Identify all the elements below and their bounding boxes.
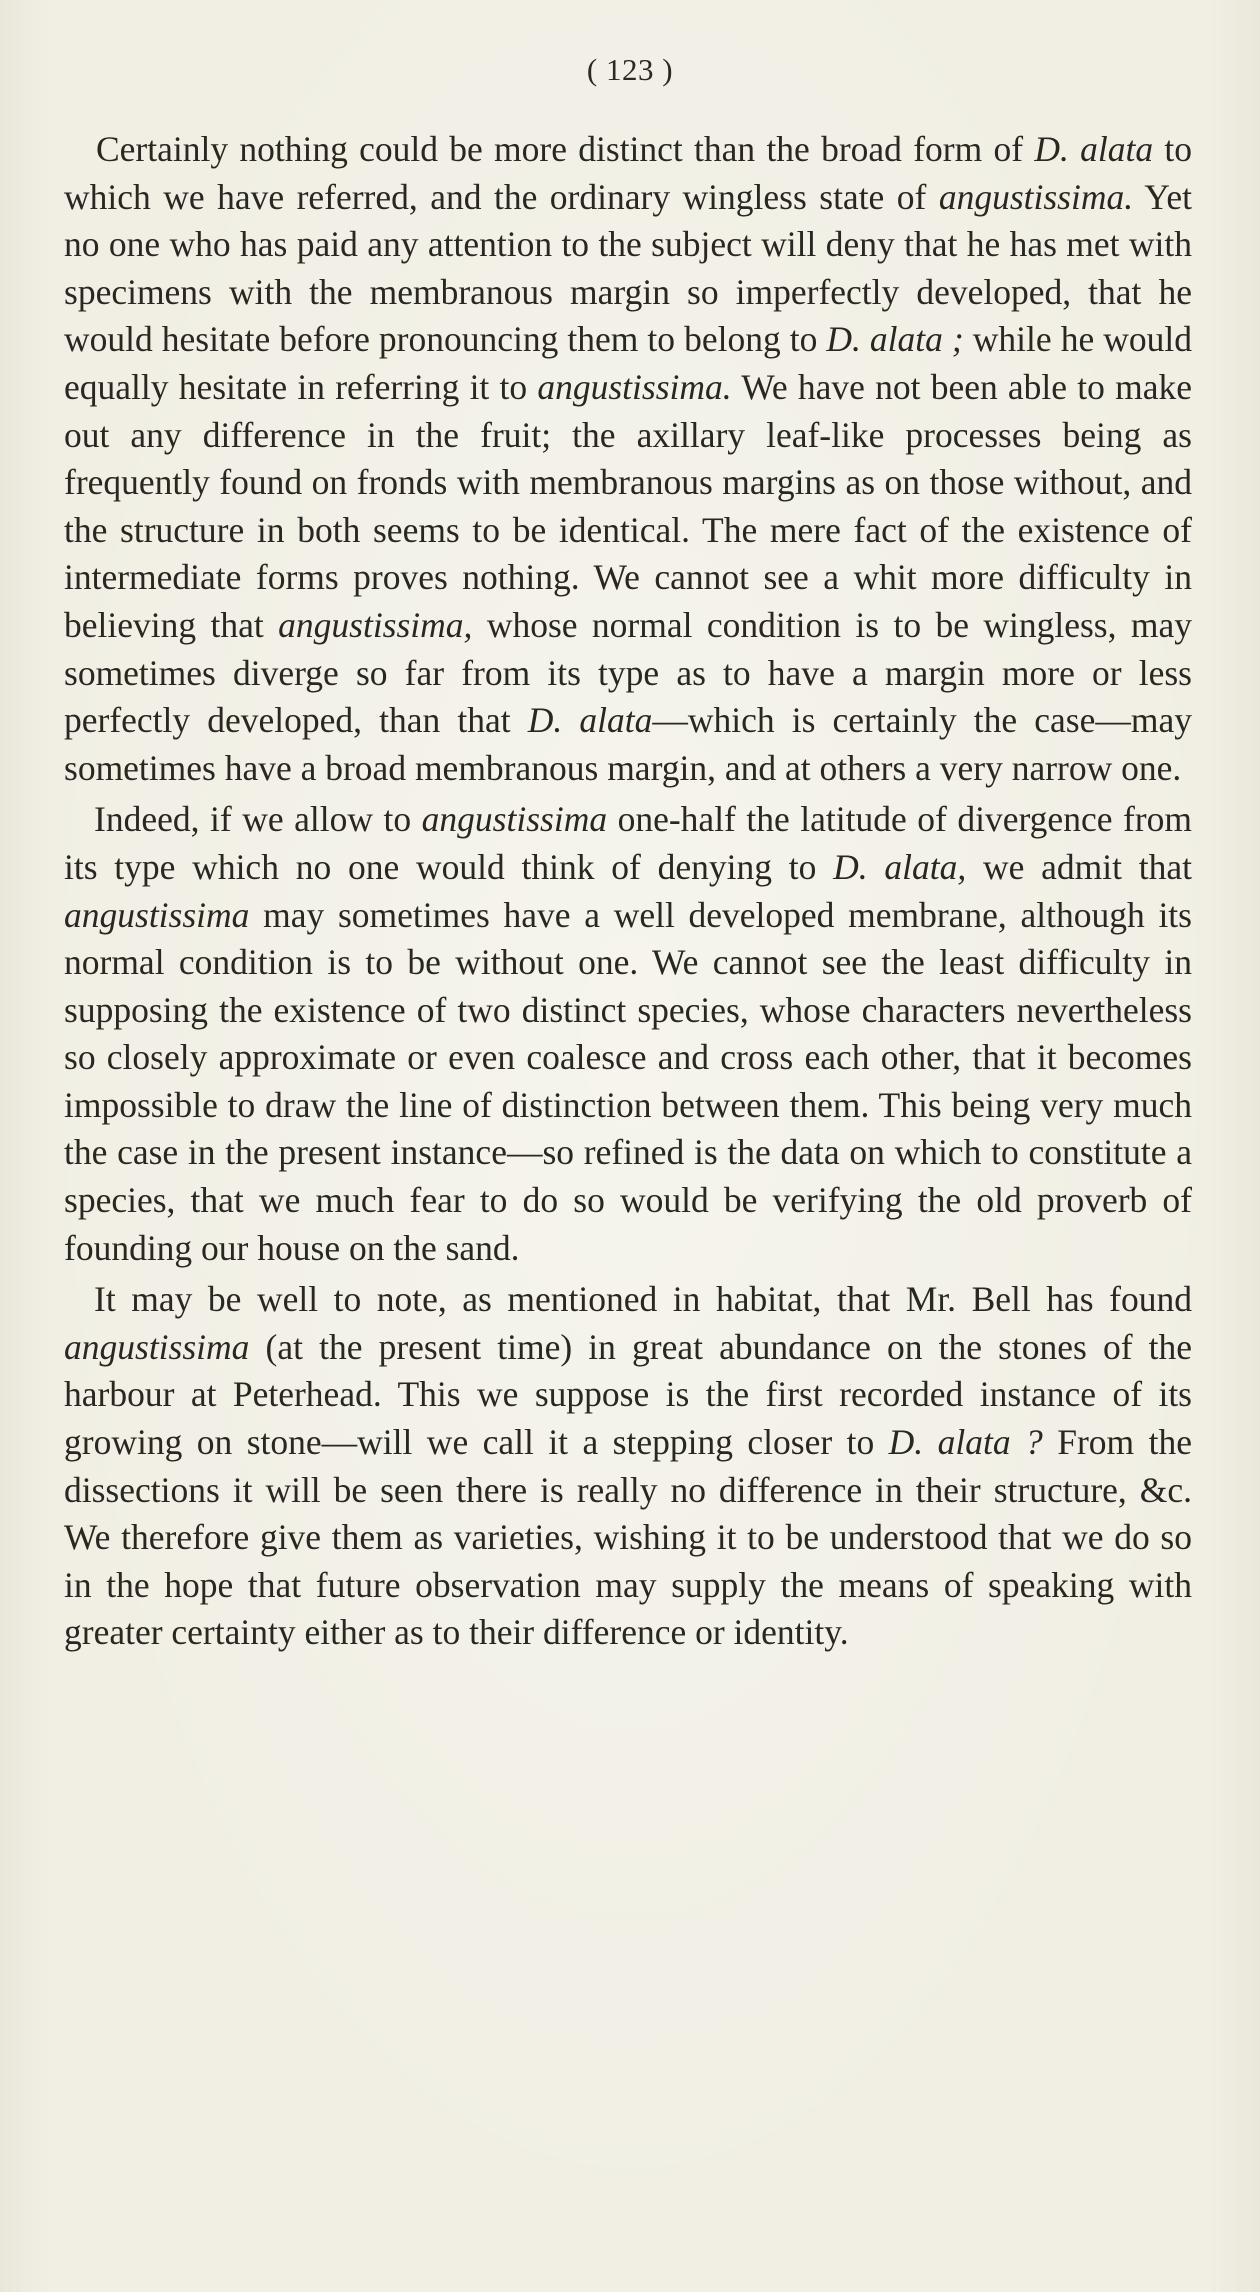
italic-term: D. alata ;	[826, 319, 964, 360]
text-run: We have not been able to make out any difference in the fruit; the axillary leaf-like processes being as frequently found on fronds with membranous margins as on those without, and the structure in both seems to be identical. The mere fact of the existence of intermediate forms proves nothing. We cannot see a whit more difficulty in believing that	[64, 366, 1192, 645]
text-run: From the dissections it will be seen there is really no difference in their structure, &c. We therefore give them as varieties, wishing it to be understood that we do so in the hope that future observation may supply the means of speaking with greater certainty either as to their difference or identity.	[64, 1422, 1192, 1653]
text-run: (at the present time) in great abundance on the stones of the harbour at Peterhead. This we suppose is the first recorded instance of its growing on stone—will we call it a stepping closer to	[64, 1326, 1192, 1463]
italic-term: angustissima	[421, 799, 608, 840]
italic-term: angustissima	[64, 1326, 250, 1367]
italic-term: angustissima.	[537, 366, 732, 407]
italic-term: D. alata,	[833, 846, 967, 887]
body-text	[64, 126, 1192, 1657]
text-run: whose normal condition is to be wingless, may sometimes diverge so far from its type as to have a margin more or less perfectly developed, than that	[64, 604, 1193, 741]
text-run: Indeed, if we allow to	[94, 799, 422, 840]
text-run: while he would equally hesitate in referring it to	[64, 319, 1192, 407]
italic-term: D. alata	[1034, 129, 1154, 169]
text-run: we admit that	[966, 846, 1192, 887]
paragraph-2	[64, 796, 1192, 1272]
paragraph-3	[64, 1276, 1192, 1657]
paragraph-1	[64, 126, 1192, 792]
text-run: to which we have referred, and the ordinary wingless state of	[64, 129, 1192, 217]
italic-term: angustissima.	[938, 176, 1134, 217]
text-run: may sometimes have a well developed membrane, although its normal condition is to be without one. We cannot see the least difficulty in supposing the existence of two distinct species, whose characters nevertheless so closely approximate or even coalesce and cross each other, that it becomes impossible to draw the line of distinction between them. This being very much the case in the present instance—so refined is the data on which to constitute a species, that we much fear to do so would be verifying the old proverb of founding our house on the sand.	[64, 894, 1192, 1268]
page-number: ( 123 )	[586, 52, 674, 87]
italic-term: D. alata	[527, 700, 653, 741]
text-run: It may be well to note, as mentioned in habitat, that Mr. Bell has found	[94, 1279, 1192, 1320]
text-run: Certainly nothing could be more distinct than the broad form of	[96, 129, 1035, 169]
italic-term: D. alata ?	[888, 1422, 1043, 1463]
italic-term: angustissima,	[278, 604, 473, 645]
text-run: Yet no one who has paid any attention to the subject will deny that he has met with specimens with the membranous margin so imperfectly developed, that he would hesitate before pronouncing them to belong to	[64, 176, 1192, 360]
italic-term: angustissima	[64, 894, 250, 935]
text-run: —which is certainly the case—may sometimes have a broad membranous margin, and at others a very narrow one.	[64, 700, 1192, 788]
text-run: one-half the latitude of divergence from its type which no one would think of denying to	[64, 799, 1192, 887]
